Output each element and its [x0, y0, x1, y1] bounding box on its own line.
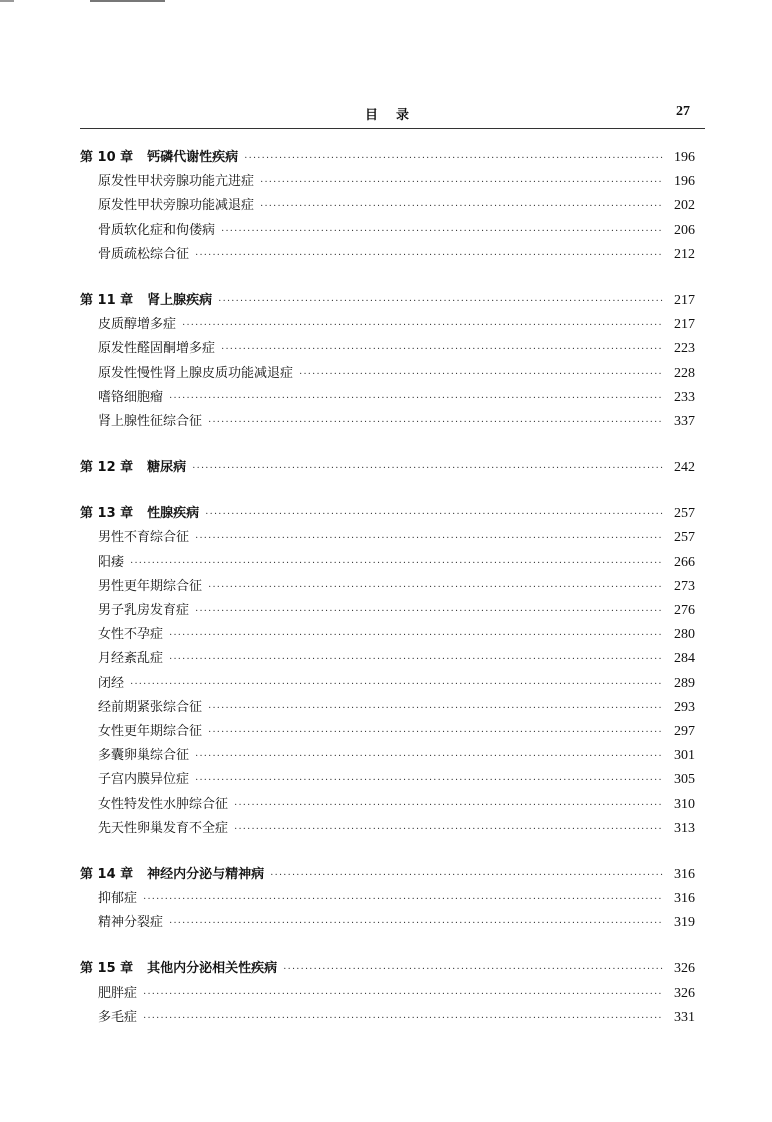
section-title: 阳痿: [98, 554, 125, 570]
dot-leader: [169, 654, 663, 665]
page-ref: 326: [674, 961, 695, 977]
dot-leader: [143, 989, 663, 1000]
dot-leader: [130, 558, 663, 569]
page-ref: 276: [674, 603, 695, 618]
toc-section-entry[interactable]: [80, 623, 695, 647]
chapter-title: 其他内分泌相关性疾病: [147, 961, 278, 977]
toc-chapter-entry[interactable]: [80, 289, 695, 313]
page-ref: 316: [674, 891, 695, 907]
section-title: 肾上腺性征综合征: [98, 413, 203, 429]
chapter-gap: [80, 434, 695, 456]
dot-leader: [299, 369, 663, 380]
page-ref: 223: [674, 341, 695, 357]
page-ref: 316: [674, 866, 695, 882]
dot-leader: [244, 153, 663, 164]
chapter-gap: [80, 841, 695, 863]
dot-leader: [221, 344, 663, 355]
dot-leader: [270, 870, 663, 881]
toc-section-entry[interactable]: [80, 817, 695, 841]
page-ref: 319: [674, 915, 695, 931]
chapter-title: 性腺疾病: [147, 506, 200, 522]
section-title: 皮质醇增多症: [98, 317, 177, 333]
section-title: 骨质疏松综合征: [98, 246, 190, 262]
page-ref: 289: [674, 675, 695, 691]
dot-leader: [221, 226, 663, 237]
toc-chapter-entry[interactable]: [80, 863, 695, 887]
section-title: 子宫内膜异位症: [98, 772, 190, 788]
page-ref: 212: [674, 246, 695, 262]
dot-leader: [218, 296, 663, 307]
section-title: 男子乳房发育症: [98, 603, 190, 618]
toc-section-entry[interactable]: [80, 194, 695, 218]
section-title: 男性不育综合征: [98, 530, 190, 546]
page-ref: 217: [674, 317, 695, 333]
page-ref: 242: [674, 460, 695, 476]
section-title: 原发性慢性肾上腺皮质功能减退症: [98, 365, 294, 381]
page-ref: 233: [674, 389, 695, 405]
section-title: 精神分裂症: [98, 915, 164, 931]
toc-section-entry[interactable]: [80, 386, 695, 410]
toc-section-entry[interactable]: [80, 911, 695, 935]
dot-leader: [205, 509, 663, 520]
toc-section-entry[interactable]: [80, 982, 695, 1006]
section-title: 男性更年期综合征: [98, 578, 203, 594]
chapter-title: 钙磷代谢性疾病: [147, 150, 239, 165]
chapter-title: 肾上腺疾病: [147, 292, 213, 308]
page-ref: 326: [674, 985, 695, 1001]
chapter-number: 第 15 章: [80, 961, 134, 977]
dot-leader: [208, 417, 663, 428]
toc-section-entry[interactable]: [80, 720, 695, 744]
section-title: 原发性甲状旁腺功能亢进症: [98, 174, 255, 190]
dot-leader: [234, 800, 663, 811]
section-title: 女性更年期综合征: [98, 723, 203, 739]
chapter-gap: [80, 267, 695, 289]
page-ref: 297: [674, 723, 695, 739]
page-ref: 280: [674, 627, 695, 643]
section-title: 原发性醛固酮增多症: [98, 341, 216, 357]
page-ref: 196: [674, 174, 695, 190]
page-header: [80, 104, 696, 128]
dot-leader: [182, 320, 663, 331]
chapter-title: 糖尿病: [147, 460, 187, 476]
chapter-number: 第 14 章: [80, 866, 134, 882]
page-ref: 301: [674, 748, 695, 764]
toc-section-entry[interactable]: [80, 313, 695, 337]
chapter-gap: [80, 480, 695, 502]
page-ref: 196: [674, 150, 695, 165]
section-title: 肥胖症: [98, 985, 138, 1001]
page-ref: 206: [674, 222, 695, 238]
table-of-contents: [80, 146, 695, 1030]
toc-section-entry[interactable]: [80, 887, 695, 911]
toc-section-entry[interactable]: [80, 526, 695, 550]
section-title: 多毛症: [98, 1009, 138, 1025]
section-title: 嗜铬细胞瘤: [98, 389, 164, 405]
page-ref: 337: [674, 413, 695, 429]
dot-leader: [169, 918, 663, 929]
page-ref: 202: [674, 198, 695, 214]
dot-leader: [169, 393, 663, 404]
toc-section-entry[interactable]: [80, 793, 695, 817]
section-title: 原发性甲状旁腺功能减退症: [98, 198, 255, 214]
dot-leader: [195, 751, 663, 762]
toc-section-entry[interactable]: [80, 551, 695, 575]
page-ref: 284: [674, 651, 695, 667]
toc-section-entry[interactable]: [80, 410, 695, 434]
dot-leader: [192, 463, 663, 474]
toc-section-entry[interactable]: [80, 647, 695, 671]
section-title: 先天性卵巢发育不全症: [98, 820, 229, 836]
section-title: 闭经: [98, 675, 125, 691]
toc-chapter-entry[interactable]: [80, 146, 695, 170]
dot-leader: [208, 582, 663, 593]
scan-artifact: [90, 0, 165, 2]
page-ref: 217: [674, 292, 695, 308]
dot-leader: [195, 250, 663, 261]
dot-leader: [208, 703, 663, 714]
toc-section-entry[interactable]: [80, 1006, 695, 1030]
section-title: 多囊卵巢综合征: [98, 748, 190, 764]
toc-section-entry[interactable]: [80, 575, 695, 599]
chapter-number: 第 10 章: [80, 150, 134, 165]
header-rule: [80, 128, 705, 129]
dot-leader: [260, 177, 663, 188]
section-title: 骨质软化症和佝偻病: [98, 222, 216, 238]
page-ref: 331: [674, 1009, 695, 1025]
page-ref: 310: [674, 796, 695, 812]
page-number: 27: [676, 104, 690, 119]
dot-leader: [195, 775, 663, 786]
page-ref: 313: [674, 820, 695, 836]
chapter-number: 第 11 章: [80, 292, 134, 308]
section-title: 女性特发性水肿综合征: [98, 796, 229, 812]
toc-section-entry[interactable]: [80, 170, 695, 194]
section-title: 月经紊乱症: [98, 651, 164, 667]
toc-chapter-entry[interactable]: [80, 957, 695, 981]
dot-leader: [169, 630, 663, 641]
toc-section-entry[interactable]: [80, 744, 695, 768]
page-ref: 257: [674, 506, 695, 522]
dot-leader: [195, 533, 663, 544]
toc-section-entry[interactable]: [80, 768, 695, 792]
section-title: 经前期紧张综合征: [98, 699, 203, 715]
dot-leader: [195, 606, 663, 617]
scan-artifact: [0, 0, 14, 2]
page-ref: 273: [674, 578, 695, 594]
toc-section-entry[interactable]: [80, 696, 695, 720]
chapter-gap: [80, 935, 695, 957]
dot-leader: [208, 727, 663, 738]
chapter-title: 神经内分泌与精神病: [147, 866, 265, 882]
toc-section-entry[interactable]: [80, 337, 695, 361]
dot-leader: [234, 824, 663, 835]
page-ref: 305: [674, 772, 695, 788]
page-ref: 266: [674, 554, 695, 570]
toc-section-entry[interactable]: [80, 243, 695, 267]
section-title: 女性不孕症: [98, 627, 164, 643]
toc-section-entry[interactable]: [80, 599, 695, 623]
dot-leader: [143, 1013, 663, 1024]
dot-leader: [260, 201, 663, 212]
toc-chapter-entry[interactable]: [80, 502, 695, 526]
toc-section-entry[interactable]: [80, 362, 695, 386]
dot-leader: [143, 894, 663, 905]
dot-leader: [130, 679, 663, 690]
running-header-title: 目录: [365, 108, 428, 123]
toc-section-entry[interactable]: [80, 219, 695, 243]
page-ref: 293: [674, 699, 695, 715]
page-ref: 228: [674, 365, 695, 381]
chapter-number: 第 12 章: [80, 460, 134, 476]
section-title: 抑郁症: [98, 891, 138, 907]
toc-section-entry[interactable]: [80, 672, 695, 696]
chapter-number: 第 13 章: [80, 506, 134, 522]
page-ref: 257: [674, 530, 695, 546]
dot-leader: [283, 964, 663, 975]
toc-chapter-entry[interactable]: [80, 456, 695, 480]
